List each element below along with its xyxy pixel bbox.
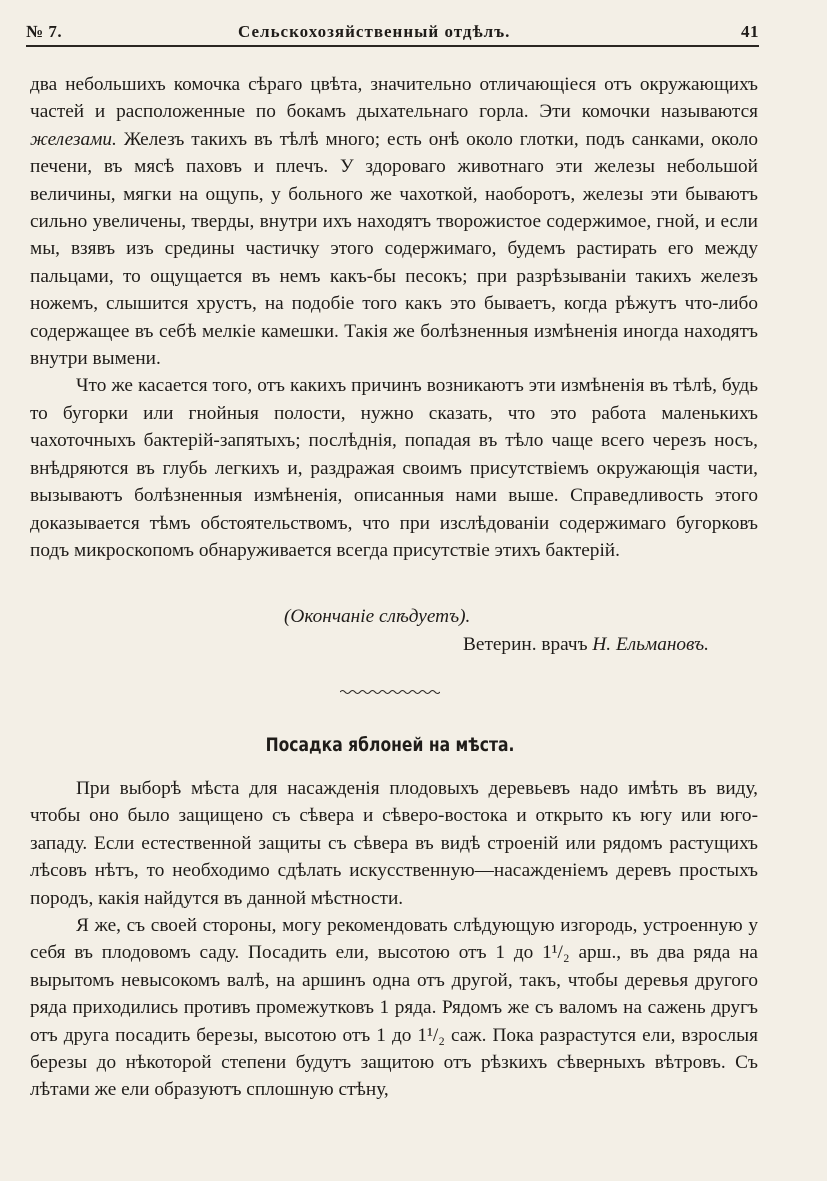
section-name: Сельскохозяйственный отдѣлъ. bbox=[238, 22, 511, 41]
article-1-paragraph-1 bbox=[30, 71, 758, 372]
continuation-note: (Окончаніе слѣдуетъ). bbox=[284, 606, 471, 627]
article-2-paragraph-1: При выборѣ мѣста для насажденія плодовыхъ деревьевъ надо имѣть въ виду, чтобы оно было защищено съ сѣвера и сѣверо-востока и открыто къ югу или юго-западу. Если естественной защиты съ сѣвера въ видѣ строеній или рядомъ растущихъ лѣсовъ нѣтъ, то необходимо сдѣлать искусственную—насажденіемъ деревъ простыхъ породъ, какія найдутся въ данной мѣстности. bbox=[30, 778, 758, 909]
paragraph-text: Железъ такихъ въ тѣлѣ много; есть онѣ около глотки, подъ санками, около печени, въ мясѣ паховъ и плечъ. У здороваго животнаго эти железы небольшой величины, мягки на ощупь, у больного же чахоткой, наоборотъ, железы эти бываютъ сильно увеличены, тверды, внутри ихъ находятъ творожистое содержимое, гной, и если мы, взявъ изъ средины частичку этого содержимаго, будемъ растирать его между пальцами, то ощущается въ немъ какъ-бы песокъ; при разрѣзываніи такихъ железъ ножемъ, слышится хрустъ, на подобіе того какъ это бываетъ, когда рѣжутъ что-либо содержащее въ себѣ мелкіе камешки. Такія же болѣзненныя измѣненія иногда находятъ внутри вымени. bbox=[30, 128, 758, 370]
wavy-divider bbox=[340, 689, 440, 695]
emphasized-term: железами. bbox=[30, 128, 117, 150]
article-2-body bbox=[30, 775, 758, 1104]
article-1-paragraph-2: Что же касается того, отъ какихъ причинъ возникаютъ эти измѣненія въ тѣлѣ, будь то бугорки или гнойныя полости, нужно сказать, что это работа маленькихъ чахоточныхъ бактерій-запятыхъ; послѣднія, попадая въ тѣло чаще всего черезъ носъ, внѣдряются въ глубь легкихъ и, раздражая своимъ присутствіемъ окружающія части, вызываютъ болѣзненныя измѣненія, описанныя нами выше. Справедливость этого доказывается тѣмъ обстоятельствомъ, что при изслѣдованіи содержимаго бугорковъ подъ микроскопомъ обнаруживается всегда присутствіе этихъ бактерій. bbox=[30, 375, 758, 561]
page-number: 41 bbox=[741, 22, 759, 41]
issue-number: № 7. bbox=[26, 22, 63, 41]
author-name: Н. Ельмановъ. bbox=[592, 634, 709, 655]
paragraph-text: два небольшихъ комочка сѣраго цвѣта, значительно отличающіеся отъ окружающихъ частей и расположенные по бокамъ дыхательнаго горла. Эти комочки называются bbox=[30, 74, 758, 123]
author-signature bbox=[463, 634, 709, 656]
article-2-paragraph-2: Я же, съ своей стороны, могу рекомендовать слѣдующую изгородь, устроенную у себя въ плодовомъ саду. Посадить ели, высотою отъ 1 до 1¹/₂ арш., въ два ряда на вырытомъ невысокомъ валѣ, на аршинъ одна отъ другой, такъ, чтобы деревья другого ряда приходились противъ промежутковъ 1 ряда. Рядомъ же съ валомъ на сажень другъ отъ друга посадить березы, высотою отъ 1 до 1¹/₂ саж. Пока разрастутся ели, взрослыя березы до нѣкоторой степени будутъ защитою отъ рѣзкихъ сѣверныхъ вѣтровъ. Съ лѣтами же ели образуютъ сплошную стѣну, bbox=[30, 915, 758, 1101]
article-2-title: Посадка яблоней на мѣста. bbox=[265, 734, 515, 756]
article-1-body bbox=[30, 71, 758, 564]
running-header bbox=[26, 22, 759, 44]
author-role: Ветерин. врачъ bbox=[463, 634, 593, 655]
header-rule bbox=[26, 45, 759, 47]
